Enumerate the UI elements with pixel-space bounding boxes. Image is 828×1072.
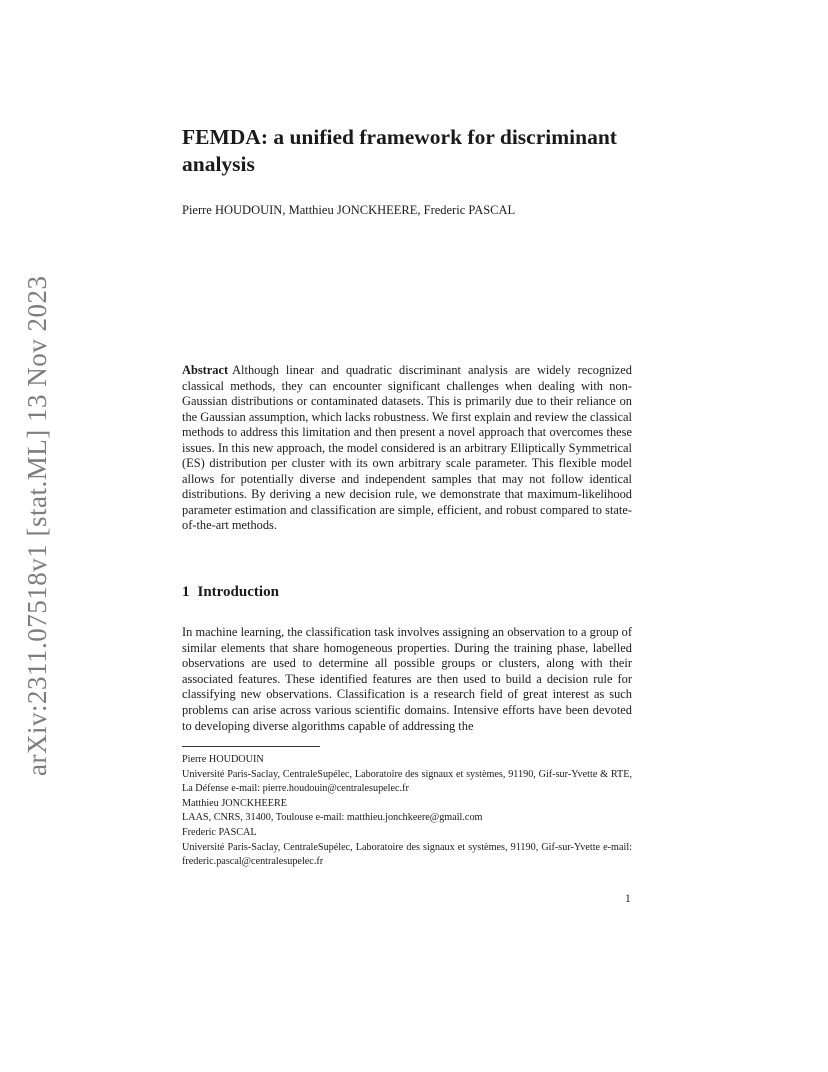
section-title: Introduction — [197, 584, 279, 600]
paper-title: FEMDA: a unified framework for discriminant analysis — [182, 125, 617, 176]
section-heading — [182, 584, 279, 601]
footnote-author-name: Matthieu JONCKHEERE — [182, 797, 287, 809]
footnote-author-affiliation: Université Paris-Saclay, CentraleSupélec, Laboratoire des signaux et systèmes, 91190, Gif-sur-Yvette e-mail: frederic.pascal@centralesupelec.fr — [182, 841, 632, 868]
introduction-paragraph: In machine learning, the classification task involves assigning an observation to a group of similar elements that share homogeneous properties. During the training phase, labelled observations are used to determine all possible groups or clusters, along with their associated features. These identified features are then used to build a decision rule for classifying new observations. Classification is a research field of great interest as such problems can arise across various scientific domains. Intensive efforts have been devoted to developing diverse algorithms capable of addressing the — [182, 625, 632, 733]
abstract-text: Although linear and quadratic discriminant analysis are widely recognized classical methods, they can encounter significant challenges when dealing with non-Gaussian distributions or contaminated datasets. This is primarily due to their reliance on the Gaussian assumption, which lacks robustness. We first explain and review the classical methods to address this limitation and then present a novel approach that overcomes these issues. In this new approach, the model considered is an arbitrary Elliptically Symmetrical (ES) distribution per cluster with its own arbitrary scale parameter. This flexible model allows for potentially diverse and independent samples that may not follow identical distributions. By deriving a new decision rule, we demonstrate that maximum-likelihood parameter estimation and classification are simple, efficient, and robust compared to state-of-the-art methods. — [182, 363, 632, 532]
abstract-label: Abstract — [182, 363, 229, 377]
abstract — [182, 363, 632, 534]
footnote-author-name: Frederic PASCAL — [182, 826, 257, 838]
footnote-author-affiliation: Université Paris-Saclay, CentraleSupélec, Laboratoire des signaux et systèmes, 91190, Gif-sur-Yvette & RTE, La Défense e-mail: pierre.houdouin@centralesupelec.fr — [182, 768, 632, 795]
footnote-author-affiliation: LAAS, CNRS, 31400, Toulouse e-mail: matthieu.jonchkeere@gmail.com — [182, 812, 483, 824]
footnote-divider — [182, 746, 320, 747]
page-number: 1 — [625, 893, 631, 905]
footnote-author-name: Pierre HOUDOUIN — [182, 754, 264, 765]
arxiv-identifier-stamp: arXiv:2311.07518v1 [stat.ML] 13 Nov 2023 — [22, 275, 52, 776]
author-list: Pierre HOUDOUIN, Matthieu JONCKHEERE, Frederic PASCAL — [182, 203, 516, 217]
section-number: 1 — [182, 584, 190, 600]
author-affiliations-footnote — [182, 753, 632, 870]
